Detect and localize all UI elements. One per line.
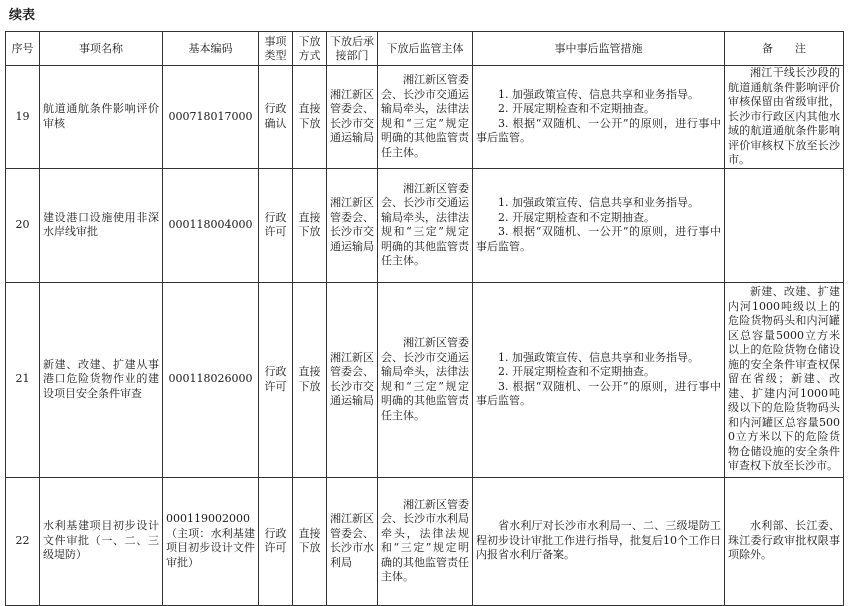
measure-item: 3. 根据“双随机、一公开”的原则，进行事中事后监管。	[476, 379, 721, 407]
cell-method: 直接下放	[293, 282, 327, 477]
header-dept: 下放后承接部门	[327, 32, 378, 66]
measure-item: 1. 加强政策宣传、信息共享和业务指导。	[498, 196, 699, 209]
header-name: 事项名称	[40, 32, 163, 66]
cell-supervisor: 湘江新区管委会、长沙市交通运输局牵头，法律法规和“三定”规定明确的其他监管责任主体。	[378, 66, 473, 169]
table-row	[6, 282, 844, 477]
measure-item: 2. 开展定期检查和不定期抽查。	[498, 210, 655, 224]
header-method: 下放方式	[293, 32, 327, 66]
measure-item: 2. 开展定期检查和不定期抽查。	[498, 102, 655, 116]
measure-item: 1. 加强政策宣传、信息共享和业务指导。	[498, 350, 699, 364]
cell-supervisor: 湘江新区管委会、长沙市交通运输局牵头，法律法规和“三定”规定明确的其他监管责任主体。	[378, 168, 473, 282]
delegation-table	[5, 31, 844, 606]
header-type: 事项类型	[259, 32, 293, 66]
cell-code: 000119002000（主项：水利基建项目初步设计文件审批）	[163, 477, 259, 605]
cell-measures	[473, 168, 725, 282]
cell-method: 直接下放	[293, 477, 327, 605]
cell-type: 行政确认	[259, 66, 293, 169]
measure-item: 3. 根据“双随机、一公开”的原则，进行事中事后监管。	[476, 225, 721, 253]
cell-type: 行政许可	[259, 282, 293, 477]
cell-remarks: 水利部、长江委、珠江委行政审批权限事项除外。	[725, 477, 844, 605]
cell-dept: 湘江新区管委会、长沙市水利局	[327, 477, 378, 605]
cell-supervisor: 湘江新区管委会、长沙市水利局牵头，法律法规和“三定”规定明确的其他监管责任主体。	[378, 477, 473, 605]
cell-remarks: 新建、改建、扩建内河1000吨级以上的危险货物码头和内河罐区总容量5000立方米以上的危险货物仓储设施的安全条件审查权保留在省级；新建、改建、扩建内河1000吨级以下的危险货物码头和内河罐区总容量5000立方米以下的危险货物仓储设施的安全条件审查权下放至长沙市。	[725, 282, 844, 477]
table-caption: 续表	[9, 8, 36, 23]
cell-name: 建设港口设施使用非深水岸线审批	[40, 168, 163, 282]
header-code: 基本编码	[163, 32, 259, 66]
cell-name: 航道通航条件影响评价审核	[40, 66, 163, 169]
measure-item: 3. 根据“双随机、一公开”的原则，进行事中事后监管。	[476, 116, 721, 145]
table-row	[6, 66, 844, 169]
cell-seq: 22	[6, 477, 40, 605]
cell-dept: 湘江新区管委会、长沙市交通运输局	[327, 66, 378, 169]
cell-dept: 湘江新区管委会、长沙市交通运输局	[327, 282, 378, 477]
header-measures: 事中事后监管措施	[473, 32, 725, 66]
header-remarks: 备 注	[725, 32, 844, 66]
cell-seq: 19	[6, 66, 40, 169]
table-header-row	[6, 32, 844, 66]
measure-item: 2. 开展定期检查和不定期抽查。	[498, 365, 655, 378]
cell-code: 000718017000	[163, 66, 259, 169]
cell-type: 行政许可	[259, 168, 293, 282]
measure-item: 1. 加强政策宣传、信息共享和业务指导。	[498, 87, 699, 101]
cell-name: 水利基建项目初步设计文件审批（一、二、三级堤防）	[40, 477, 163, 605]
cell-measures	[473, 282, 725, 477]
cell-method: 直接下放	[293, 66, 327, 169]
cell-measures	[473, 66, 725, 169]
cell-remarks: 湘江干线长沙段的航道通航条件影响评价审核保留由省级审批，长沙市行政区内其他水域的航道通航条件影响评价审核权下放至长沙市。	[725, 66, 844, 169]
cell-dept: 湘江新区管委会、长沙市交通运输局	[327, 168, 378, 282]
cell-method: 直接下放	[293, 168, 327, 282]
table-row	[6, 477, 844, 605]
cell-seq: 20	[6, 168, 40, 282]
cell-code: 000118026000	[163, 282, 259, 477]
cell-name: 新建、改建、扩建从事港口危险货物作业的建设项目安全条件审查	[40, 282, 163, 477]
cell-type: 行政许可	[259, 477, 293, 605]
cell-remarks	[725, 168, 844, 282]
header-supervisor: 下放后监管主体	[378, 32, 473, 66]
table-row	[6, 168, 844, 282]
cell-code: 000118004000	[163, 168, 259, 282]
measure-item: 省水利厅对长沙市水利局一、二、三级堤防工程初步设计审批工作进行指导，批复后10个工作日内报省水利厅备案。	[476, 519, 721, 562]
cell-measures	[473, 477, 725, 605]
cell-seq: 21	[6, 282, 40, 477]
cell-supervisor: 湘江新区管委会、长沙市交通运输局牵头，法律法规和“三定”规定明确的其他监管责任主体。	[378, 282, 473, 477]
header-seq: 序号	[6, 32, 40, 66]
